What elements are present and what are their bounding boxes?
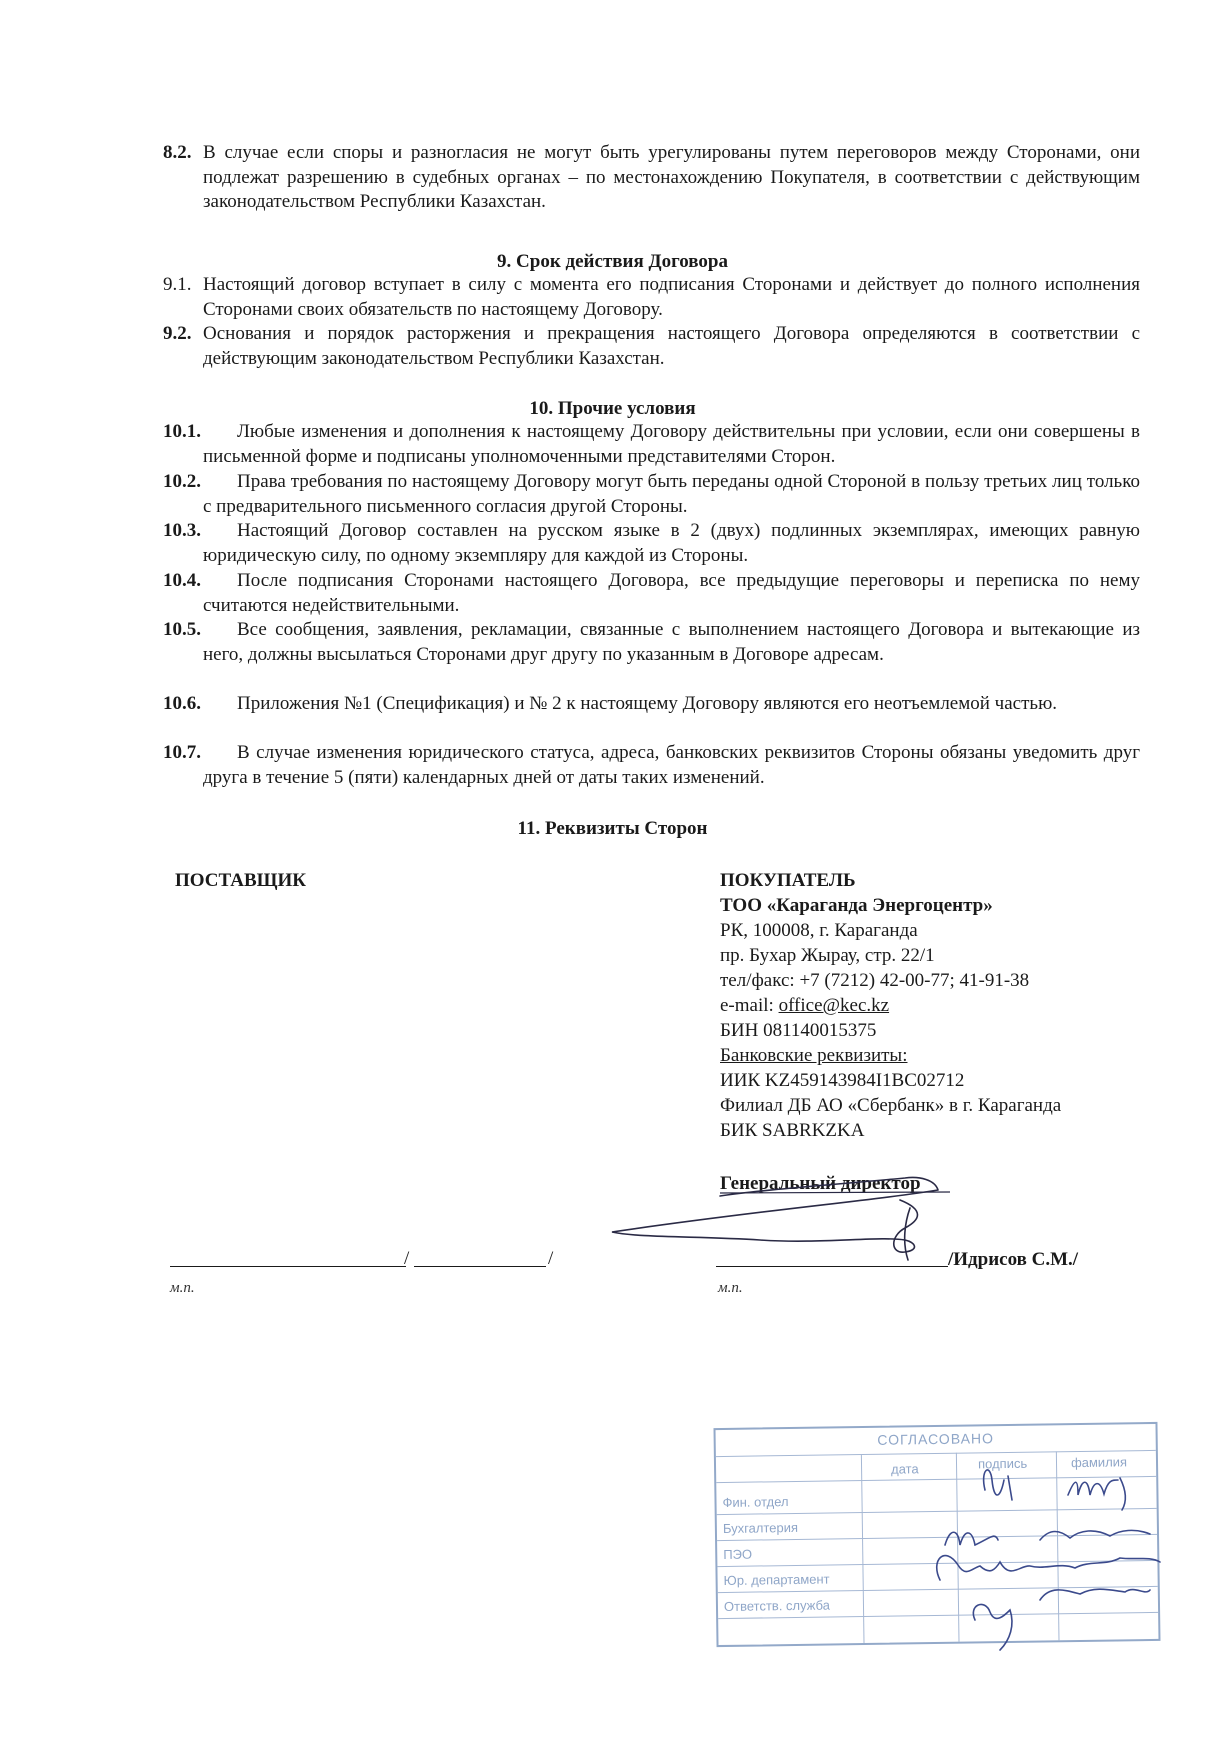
buyer-bank-name: Филиал ДБ АО «Сбербанк» в г. Караганда [720, 1095, 1062, 1116]
clause-9-2 [163, 322, 1140, 371]
clause-10-2 [163, 470, 1140, 519]
buyer-address-line2: пр. Бухар Жырау, стр. 22/1 [720, 945, 935, 966]
clause-10-3 [163, 519, 1140, 568]
supplier-name-line [414, 1266, 546, 1267]
supplier-slash-1: / [404, 1248, 410, 1269]
buyer-signature-line [716, 1266, 948, 1267]
buyer-address-line1: РК, 100008, г. Караганда [720, 920, 918, 941]
clause-number: 8.2. [163, 142, 192, 163]
supplier-stamp-place: м.п. [170, 1280, 195, 1296]
clause-number: 10.4. [163, 570, 201, 591]
buyer-company: ТОО «Караганда Энергоцентр» [720, 895, 993, 916]
clause-10-6 [163, 692, 1140, 717]
buyer-label: ПОКУПАТЕЛЬ [720, 870, 856, 891]
clause-10-5 [163, 618, 1140, 667]
buyer-iik: ИИК KZ459143984I1BC02712 [720, 1070, 965, 1091]
approval-stamp [713, 1422, 1160, 1647]
stamp-row-accounting: Бухгалтерия [722, 1519, 799, 1536]
stamp-col-date: дата [890, 1461, 919, 1477]
clause-number: 10.3. [163, 520, 201, 541]
email-link[interactable]: office@kec.kz [778, 995, 890, 1016]
clause-10-4 [163, 569, 1140, 618]
section-10-heading: 10. Прочие условия [529, 398, 696, 419]
clause-8-2 [163, 141, 1140, 215]
clause-text: Основания и порядок расторжения и прекращения настоящего Договора определяются в соответствии с действующим законодательством Республики Казахстан. [203, 323, 1140, 369]
clause-text: Приложения №1 (Спецификация) и № 2 к настоящему Договору являются его неотъемлемой частью. [237, 693, 1058, 714]
buyer-bin: БИН 081140015375 [720, 1020, 877, 1041]
buyer-stamp-place: м.п. [718, 1280, 743, 1296]
clause-10-1 [163, 420, 1140, 469]
stamp-row-responsible: Ответств. служба [723, 1597, 831, 1614]
clause-text: Права требования по настоящему Договору могут быть переданы одной Стороной в пользу третьих лиц только с предварительного письменного согласия другой Стороны. [203, 471, 1140, 517]
stamp-col-signature: подпись [977, 1455, 1028, 1472]
stamp-row-legal: Юр. департамент [723, 1571, 830, 1588]
supplier-label: ПОСТАВЩИК [175, 870, 307, 891]
stamp-title: СОГЛАСОВАНО [877, 1430, 995, 1448]
clause-number: 10.5. [163, 619, 201, 640]
stamp-col-surname: фамилия [1070, 1454, 1128, 1471]
section-9-heading: 9. Срок действия Договора [497, 251, 728, 272]
buyer-email-line [720, 993, 889, 1018]
clause-number: 9.1. [163, 274, 192, 295]
clause-number: 10.2. [163, 471, 201, 492]
stamp-row-peo: ПЭО [723, 1546, 753, 1562]
clause-text: Любые изменения и дополнения к настоящему Договору действительны при условии, если они совершены в письменной форме и подписаны уполномоченными представителями Сторон. [203, 421, 1140, 467]
clause-text: В случае если споры и разногласия не могут быть урегулированы путем переговоров между Сторонами, они подлежат разрешению в судебных органах – по местонахождению Покупателя, в соответствии с действующим законодательством Республики Казахстан. [203, 142, 1140, 212]
clause-number: 10.7. [163, 742, 201, 763]
clause-text: Настоящий Договор составлен на русском языке в 2 (двух) подлинных экземплярах, имеющих равную юридическую силу, по одному экземпляру для каждой из Стороны. [203, 520, 1140, 566]
clause-10-7 [163, 741, 1140, 790]
email-label: e-mail: [720, 995, 779, 1016]
stamp-row-finance: Фин. отдел [722, 1494, 789, 1510]
buyer-bik: БИК SABRKZKA [720, 1120, 865, 1141]
clause-9-1 [163, 273, 1140, 322]
clause-number: 9.2. [163, 323, 192, 344]
clause-number: 10.6. [163, 693, 201, 714]
supplier-signature-line [170, 1266, 406, 1267]
section-11-heading: 11. Реквизиты Сторон [517, 818, 708, 839]
clause-text: Настоящий договор вступает в силу с момента его подписания Сторонами и действует до полного исполнения Сторонами своих обязательств по настоящему Договору. [203, 274, 1140, 320]
director-title: Генеральный директор [720, 1173, 921, 1194]
supplier-slash-2: / [548, 1248, 554, 1269]
buyer-director-name: /Идрисов С.М./ [948, 1249, 1079, 1270]
clause-text: В случае изменения юридического статуса, адреса, банковских реквизитов Стороны обязаны уведомить друг друга в течение 5 (пяти) календарных дней от даты таких изменений. [203, 742, 1140, 788]
buyer-phone: тел/факс: +7 (7212) 42-00-77; 41-91-38 [720, 970, 1030, 991]
clause-text: Все сообщения, заявления, рекламации, связанные с выполнением настоящего Договора и вытекающие из него, должны высылаться Сторонами друг другу по указанным в Договоре адресам. [203, 619, 1140, 665]
clause-number: 10.1. [163, 421, 201, 442]
clause-text: После подписания Сторонами настоящего Договора, все предыдущие переговоры и переписка по нему считаются недействительными. [203, 570, 1140, 616]
buyer-bank-title: Банковские реквизиты: [720, 1045, 908, 1066]
